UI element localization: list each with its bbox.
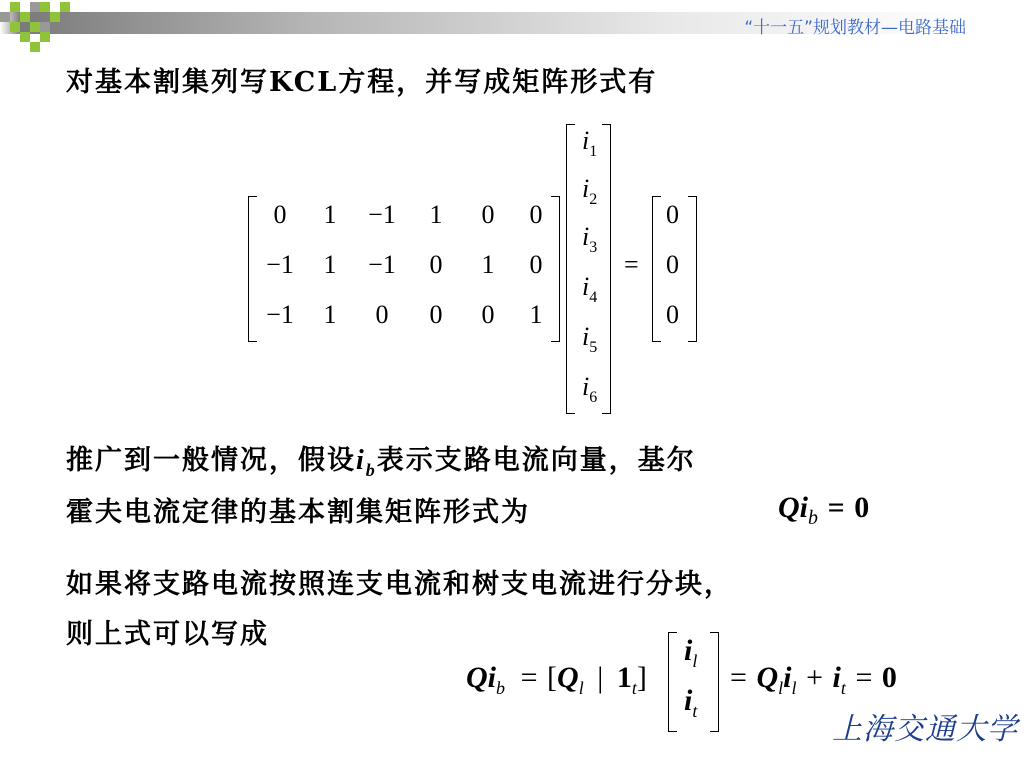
branch-current-sub: b: [365, 460, 377, 480]
text-line-3: 霍夫电流定律的基本割集矩阵形式为: [66, 497, 530, 528]
deco-square: [40, 2, 50, 12]
kcl-equation: $Qi_b = 0$: [778, 491, 870, 529]
deco-square: [30, 2, 40, 12]
matrix-cell: 0: [529, 250, 543, 279]
matrix-cell: −1: [266, 250, 294, 279]
matrix-cell: 0: [375, 300, 389, 329]
vector-entry: $i_2$: [582, 174, 598, 208]
matrix-cell: 1: [529, 300, 543, 329]
zero-entry: 0: [666, 250, 679, 279]
vector-entry: $i_5$: [582, 322, 598, 356]
vector-entry: $i_1$: [582, 126, 598, 160]
partition-vector-right-bracket: [710, 632, 719, 732]
equals-sign: =: [624, 250, 639, 279]
vector-right-bracket: [602, 124, 611, 414]
deco-square: [40, 32, 50, 42]
zero-vector-right-bracket: [688, 196, 697, 342]
text-line-5: 则上式可以写成: [66, 619, 269, 650]
matrix-cell: −1: [266, 300, 294, 329]
deco-square: [30, 42, 40, 52]
header-title: “十一五”规划教材—电路基础: [744, 18, 966, 38]
text-line-1: 对基本割集列写KCL方程，并写成矩阵形式有: [66, 67, 658, 98]
zero-entry: 0: [666, 300, 679, 329]
zero-entry: 0: [666, 200, 679, 229]
partition-lhs: $Qi_b = [Q_l$ | $1_t$]: [466, 661, 647, 698]
matrix-cell: 0: [481, 300, 495, 329]
partition-vector-entry: $i_t$: [684, 684, 698, 721]
vector-entry: $i_6$: [582, 372, 598, 406]
text-line-4: 如果将支路电流按照连支电流和树支电流进行分块，: [66, 569, 733, 600]
matrix-cell: 0: [481, 200, 495, 229]
zero-vector-left-bracket: [652, 196, 661, 342]
vector-entry: $i_3$: [582, 222, 598, 256]
matrix-cell: 1: [481, 250, 495, 279]
matrix-cell: 1: [429, 200, 443, 229]
vector-entry: $i_4$: [582, 272, 598, 306]
matrix-cell: 0: [429, 300, 443, 329]
text-line-2-post: 表示支路电流向量，基尔: [376, 445, 696, 476]
university-logo: 上海交通大学: [832, 712, 1018, 747]
deco-square: [30, 22, 40, 32]
partition-vector-left-bracket: [668, 632, 677, 732]
deco-square: [0, 12, 10, 22]
partition-rhs: = $Q_li_l + i_t = 0$: [730, 661, 897, 698]
text-line-2: [66, 438, 696, 480]
matrix-cell: 1: [323, 300, 337, 329]
deco-square: [40, 22, 50, 32]
matrix-cell: 1: [323, 200, 337, 229]
deco-square: [10, 2, 20, 12]
matrix-cell: 0: [429, 250, 443, 279]
branch-current-var: i: [356, 445, 366, 476]
partition-vector-entry: $i_l$: [684, 634, 698, 671]
vector-left-bracket: [566, 124, 575, 414]
deco-square: [50, 12, 60, 22]
deco-square: [60, 2, 70, 12]
matrix-cell: −1: [368, 250, 396, 279]
deco-square: [20, 32, 30, 42]
matrix-cell: 1: [323, 250, 337, 279]
text-line-2-pre: 推广到一般情况，假设: [66, 445, 356, 476]
deco-square: [20, 12, 30, 22]
deco-square: [10, 22, 20, 32]
matrix-cell: 0: [273, 200, 287, 229]
matrix-cell: −1: [368, 200, 396, 229]
matrix-cell: 0: [529, 200, 543, 229]
